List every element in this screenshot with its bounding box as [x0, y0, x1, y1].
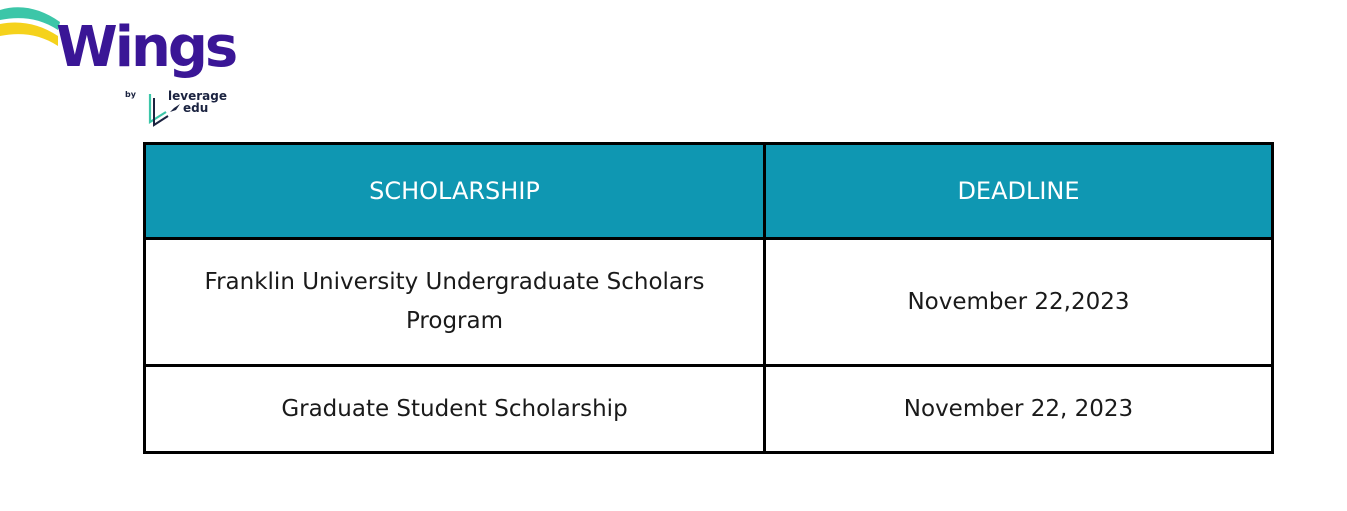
deadline-cell: November 22,2023	[765, 239, 1273, 366]
scholarship-table	[143, 142, 1274, 454]
leverage-edu-mark-icon	[147, 92, 169, 128]
deadline-cell: November 22, 2023	[765, 366, 1273, 453]
table-row	[145, 366, 1273, 453]
logo-wordmark: Wings	[56, 15, 236, 80]
scholarship-cell: Graduate Student Scholarship	[145, 366, 765, 453]
header-scholarship: SCHOLARSHIP	[145, 144, 765, 239]
table-row	[145, 239, 1273, 366]
header-deadline: DEADLINE	[765, 144, 1273, 239]
rocket-icon	[170, 104, 180, 112]
logo-brand-line1: leverage	[168, 89, 227, 103]
logo-brand-line2: edu	[183, 101, 209, 115]
scholarship-cell: Franklin University Undergraduate Scholars Program	[145, 239, 765, 366]
wings-logo	[0, 0, 240, 135]
logo-by-text: by	[125, 90, 136, 99]
table-header-row	[145, 144, 1273, 239]
